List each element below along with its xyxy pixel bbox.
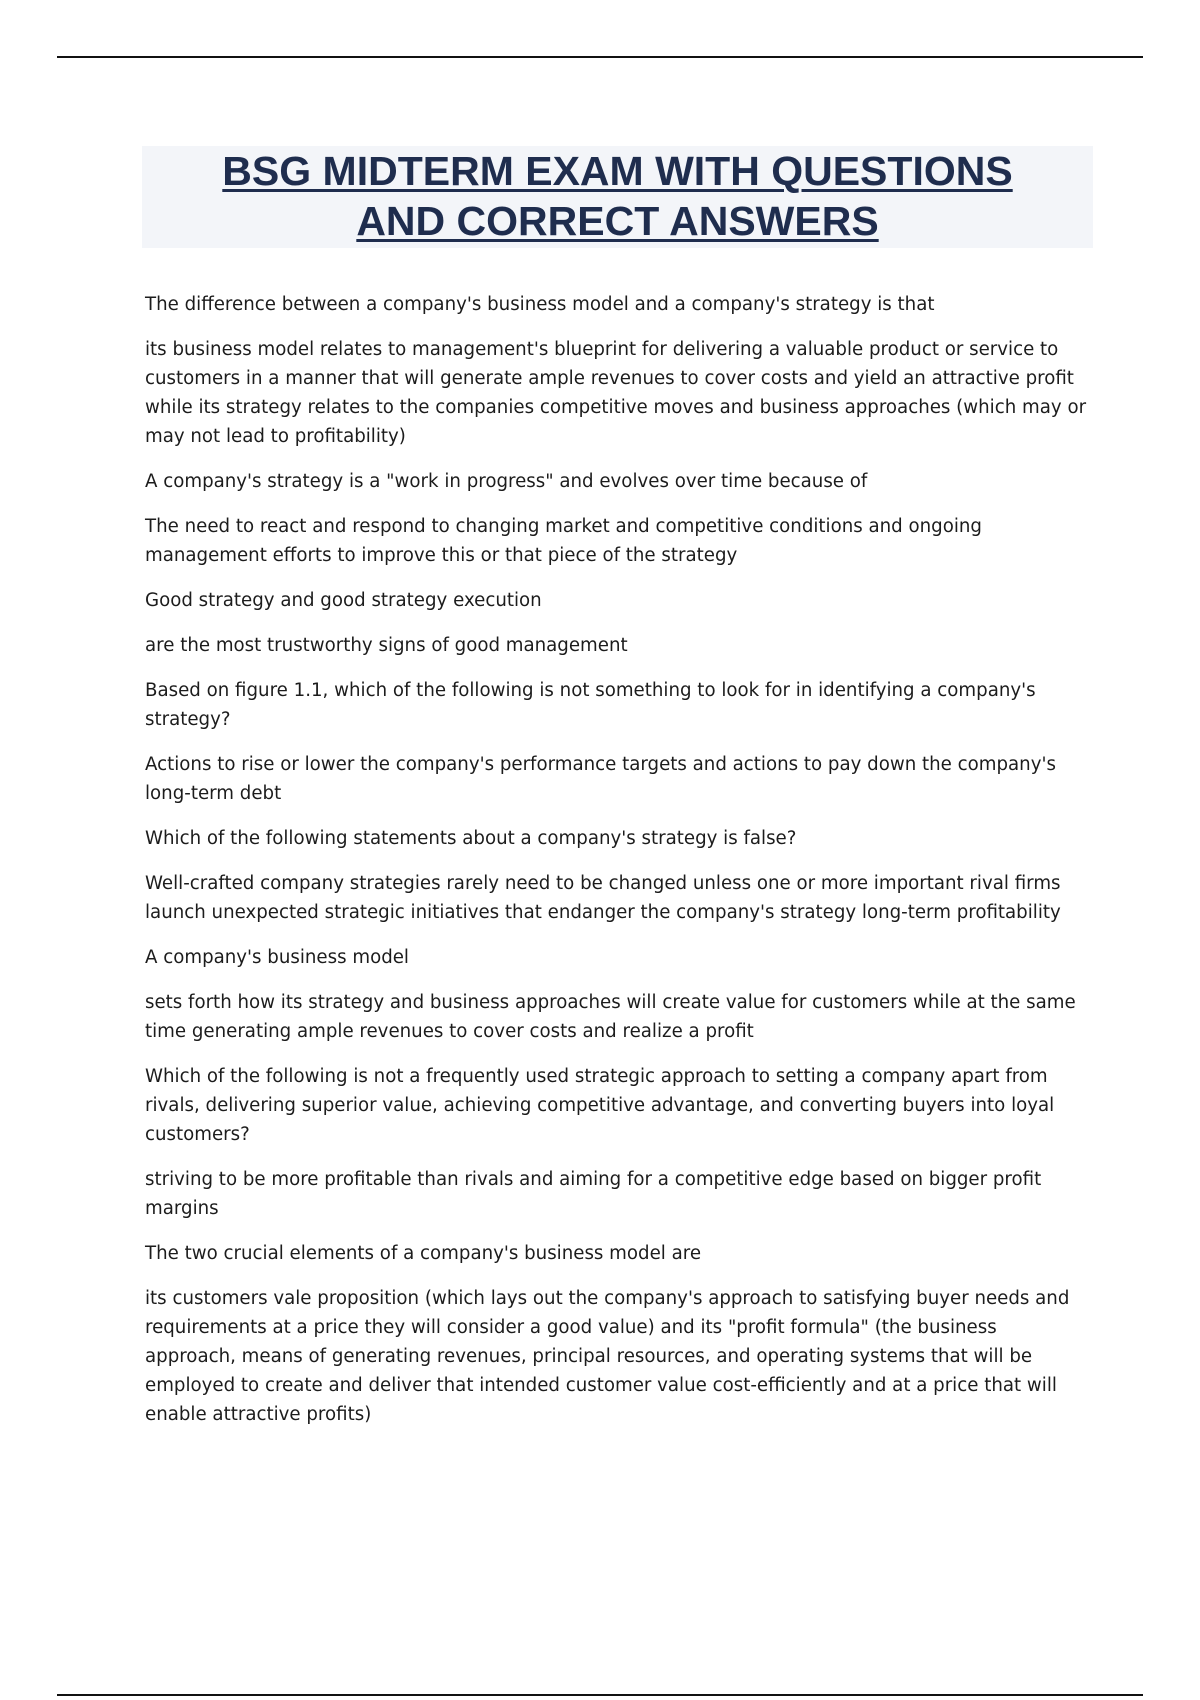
answer-text: Actions to rise or lower the company's performance targets and actions to pay down the company's long-term debt [145,754,1056,804]
document-title [142,146,1093,248]
top-rule [57,56,1143,58]
title-line-2: AND CORRECT ANSWERS [356,198,879,244]
title-line-1: BSG MIDTERM EXAM WITH QUESTIONS [222,148,1013,194]
question-text: Which of the following is not a frequently used strategic approach to setting a company apart from rivals, delivering superior value, achieving competitive advantage, and converting buyers into loyal customers? [145,1066,1055,1145]
question-text: Which of the following statements about a company's strategy is false? [145,828,797,849]
bottom-rule [57,1694,1143,1696]
answer-text: sets forth how its strategy and business approaches will create value for customers while at the same time generating ample revenues to cover costs and realize a profit [145,992,1076,1042]
question-text: Good strategy and good strategy execution [145,590,542,611]
question-text: The two crucial elements of a company's business model are [145,1243,702,1264]
answer-text: are the most trustworthy signs of good management [145,635,628,656]
answer-text: Well-crafted company strategies rarely need to be changed unless one or more important rival firms launch unexpected strategic initiatives that endanger the company's strategy long-term profitability [145,873,1061,923]
question-text: A company's business model [145,947,409,968]
question-text: The difference between a company's business model and a company's strategy is that [145,294,935,315]
answer-text: striving to be more profitable than rivals and aiming for a competitive edge based on bigger profit margins [145,1169,1042,1219]
answer-text: its customers vale proposition (which lays out the company's approach to satisfying buyer needs and requirements at a price they will consider a good value) and its "profit formula" (the business approach, means of generating revenues, principal resources, and operating systems that will be employed to create and deliver that intended customer value cost-efficiently and at a price that will enable attractive profits) [145,1288,1070,1425]
answer-text: The need to react and respond to changing market and competitive conditions and ongoing management efforts to improve this or that piece of the strategy [145,516,982,566]
question-text: Based on figure 1.1, which of the following is not something to look for in identifying a company's strategy? [145,680,1036,730]
question-text: A company's strategy is a "work in progress" and evolves over time because of [145,471,868,492]
qa-list [145,290,1090,1445]
answer-text: its business model relates to management's blueprint for delivering a valuable product or service to customers in a manner that will generate ample revenues to cover costs and yield an attractive profit while its strategy relates to the companies competitive moves and business approaches (which may or may not lead to profitability) [145,339,1087,447]
